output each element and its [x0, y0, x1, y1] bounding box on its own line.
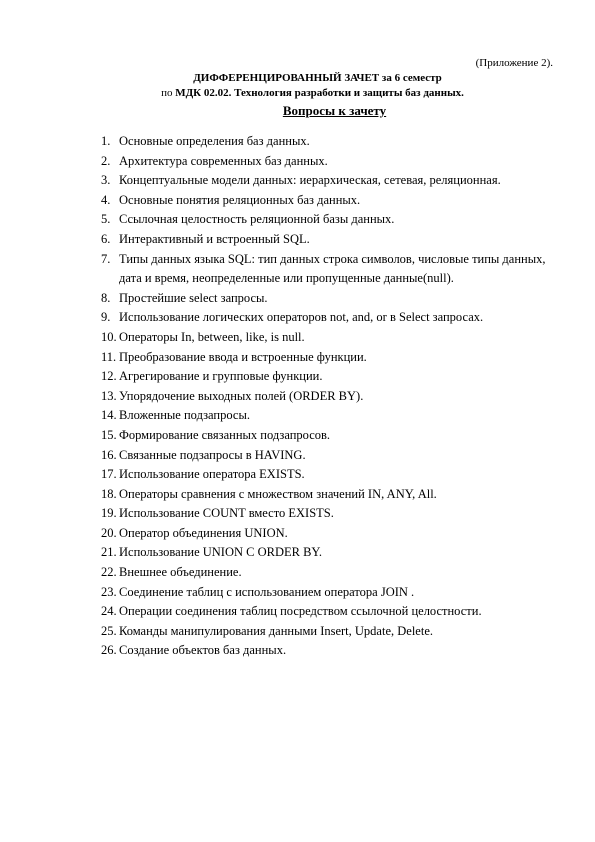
question-number: 23.: [101, 584, 117, 599]
question-number: 9.: [101, 310, 111, 325]
question-item: [101, 250, 556, 289]
questions-list: [101, 132, 556, 661]
question-number: 26.: [101, 643, 117, 658]
question-item: [101, 563, 556, 583]
question-text: Основные определения баз данных.: [119, 134, 310, 148]
question-item: [101, 641, 556, 661]
question-text: Вложенные подзапросы.: [119, 408, 250, 423]
question-item: [101, 465, 556, 485]
question-item: [101, 406, 556, 426]
document-subtitle: [0, 87, 595, 100]
question-text: Внешнее объединение.: [119, 565, 242, 580]
question-text: Ссылочная целостность реляционной базы данных.: [119, 212, 395, 227]
question-number: 19.: [101, 506, 117, 521]
question-number: 4.: [101, 192, 111, 207]
question-text: Архитектура современных баз данных.: [119, 153, 328, 168]
question-item: [101, 583, 556, 603]
question-number: 24.: [101, 604, 117, 619]
question-item: [101, 387, 556, 407]
question-text: Создание объектов баз данных.: [119, 643, 287, 658]
question-text: Использование UNION С ORDER BY.: [119, 545, 322, 560]
question-text: Операции соединения таблиц посредством ссылочной целостности.: [119, 604, 482, 619]
question-text: Использование оператора EXISTS.: [119, 467, 305, 482]
question-number: 15.: [101, 427, 117, 442]
question-item: [101, 152, 556, 172]
question-text: Связанные подзапросы в HAVING.: [119, 447, 306, 462]
question-item: [101, 328, 556, 348]
question-number: 7.: [101, 251, 111, 266]
question-item: [101, 210, 556, 230]
question-text: Основные понятия реляционных баз данных.: [119, 192, 361, 207]
question-item: [101, 543, 556, 563]
question-text: Операторы In, between, like, is null.: [119, 329, 305, 344]
question-text: Агрегирование и групповые функции.: [119, 369, 323, 384]
question-number: 21.: [101, 545, 117, 560]
question-number: 5.: [101, 212, 111, 227]
question-text: Использование логических операторов not, and, or в Select запросах.: [119, 310, 484, 325]
question-number: 8.: [101, 290, 111, 305]
subtitle-course: МДК 02.02. Технология разработки и защиты баз данных.: [175, 87, 464, 99]
question-number: 12.: [101, 369, 117, 384]
question-text: Соединение таблиц с использованием оператора JOIN .: [119, 584, 415, 599]
question-number: 11.: [101, 349, 117, 364]
question-text: Типы данных языка SQL: тип данных строка символов, числовые типы данных, дата и время, неопределенные или пропущенные данные(null).: [119, 251, 546, 286]
question-item: [101, 622, 556, 642]
question-number: 3.: [101, 173, 111, 188]
question-item: [101, 308, 556, 328]
question-number: 14.: [101, 408, 117, 423]
question-text: Простейшие select запросы.: [119, 290, 268, 305]
question-item: [101, 348, 556, 368]
question-item: [101, 289, 556, 309]
question-item: [101, 132, 556, 152]
question-number: 6.: [101, 231, 111, 246]
question-text: Команды манипулирования данными Insert, Update, Delete.: [119, 623, 433, 638]
question-item: [101, 485, 556, 505]
question-number: 13.: [101, 388, 117, 403]
question-number: 1.: [101, 134, 111, 148]
question-text: Формирование связанных подзапросов.: [119, 427, 331, 442]
question-text: Интерактивный и встроенный SQL.: [119, 231, 310, 246]
question-item: [101, 171, 556, 191]
question-number: 16.: [101, 447, 117, 462]
question-number: 20.: [101, 525, 117, 540]
question-number: 22.: [101, 565, 117, 580]
question-number: 2.: [101, 153, 111, 168]
question-item: [101, 367, 556, 387]
question-text: Упорядочение выходных полей (ORDER BY).: [119, 388, 364, 403]
question-text: Оператор объединения UNION.: [119, 525, 288, 540]
question-text: Концептуальные модели данных: иерархическая, сетевая, реляционная.: [119, 173, 501, 188]
question-item: [101, 602, 556, 622]
question-item: [101, 230, 556, 250]
question-text: Использование COUNT вместо EXISTS.: [119, 506, 334, 521]
section-heading: Вопросы к зачету: [282, 103, 387, 118]
appendix-note: (Приложение 2).: [475, 57, 553, 69]
question-item: [101, 504, 556, 524]
subtitle-prefix: по: [161, 87, 173, 99]
question-number: 18.: [101, 486, 117, 501]
question-item: [101, 446, 556, 466]
question-number: 17.: [101, 467, 117, 482]
question-text: Операторы сравнения с множеством значений IN, ANY, All.: [119, 486, 437, 501]
question-item: [101, 191, 556, 211]
question-number: 10.: [101, 329, 117, 344]
question-text: Преобразование ввода и встроенные функции.: [119, 349, 367, 364]
question-number: 25.: [101, 623, 117, 638]
question-item: [101, 426, 556, 446]
document-title: ДИФФЕРЕНЦИРОВАННЫЙ ЗАЧЕТ за 6 семестр: [193, 72, 442, 84]
question-item: [101, 524, 556, 544]
